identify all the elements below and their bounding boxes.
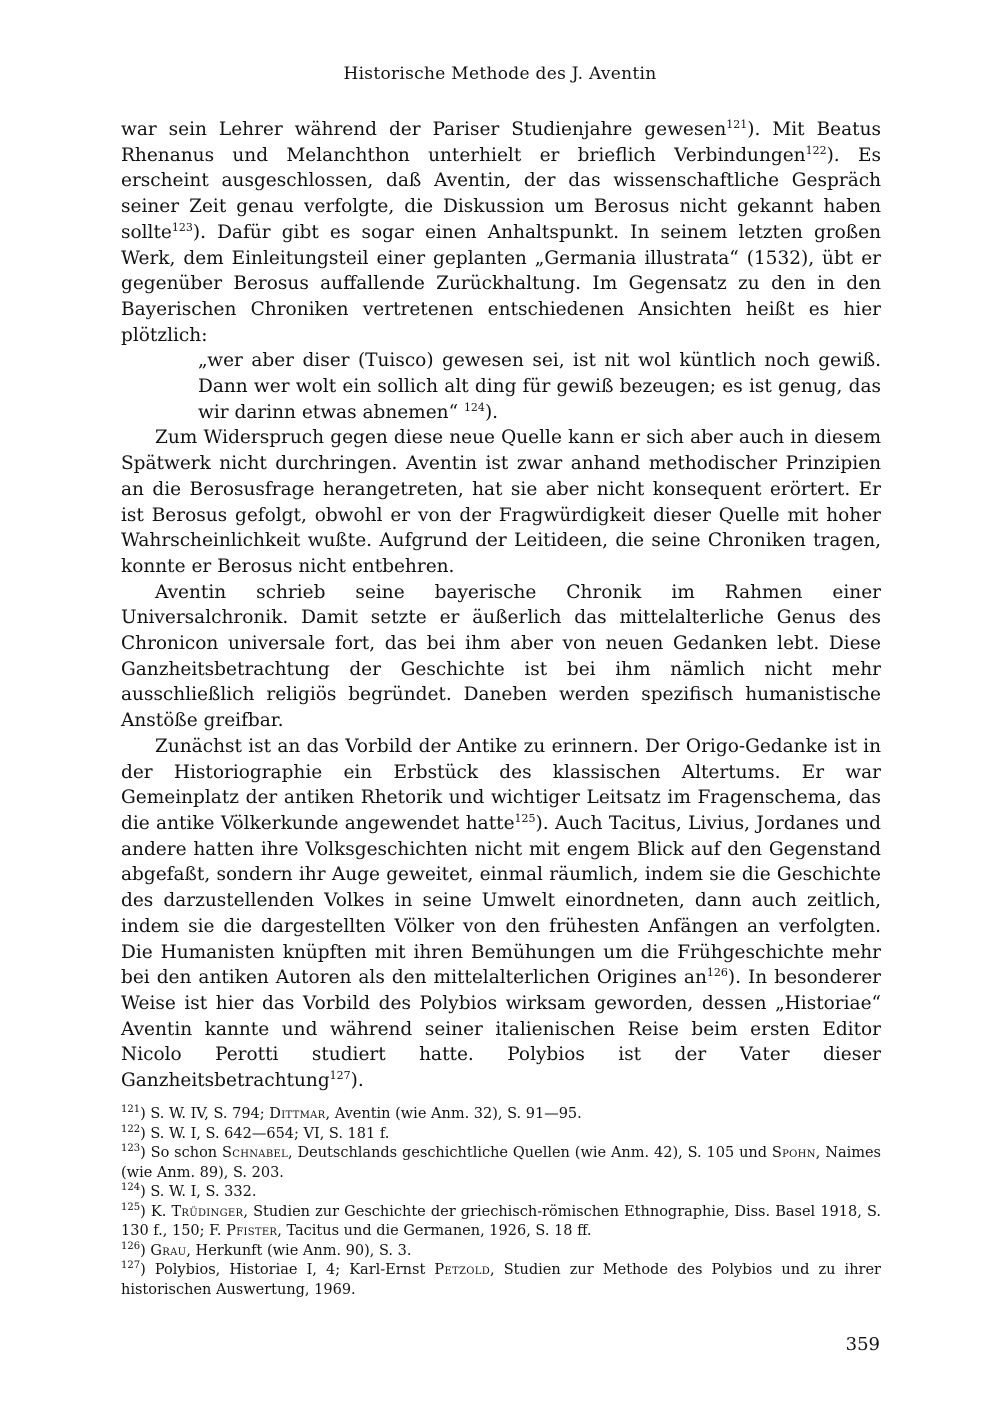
footnote-number: 123	[121, 1143, 141, 1155]
page-number: 359	[845, 1334, 880, 1355]
footnote	[121, 1261, 881, 1300]
footnote-number: 127	[121, 1260, 141, 1272]
paragraph-2: Zum Widerspruch gegen diese neue Quelle kann er sich aber auch in diesem Spätwerk nicht durchringen. Aventin ist zwar anhand methodischer Prinzipien an die Berosusfrage herangetreten, hat sie aber nicht konsequent erörtert. Er ist Berosus gefolgt, obwohl er von der Fragwürdigkeit dieser Quelle mit hoher Wahrscheinlichkeit wußte. Aufgrund der Leitideen, die seine Chroniken tragen, konnte er Berosus nicht entbehren.	[121, 427, 881, 577]
author-name: Spohn	[771, 1145, 816, 1161]
text-run: ). Es erscheint ausgeschlossen, daß Aventin, der das wissenschaftliche Gespräch seiner Zeit genau verfolgte, die Diskussion um Berosus nicht gekannt haben sollte	[121, 144, 881, 243]
footnote-ref-121: 121	[726, 117, 748, 131]
footnote	[121, 1125, 881, 1145]
footnote-number: 124	[121, 1182, 141, 1194]
footnote	[121, 1242, 881, 1262]
author-name: Dittmar	[269, 1106, 326, 1122]
text-run: ). In besonderer Weise ist hier das Vorbild des Polybios wirksam geworden, dessen „Historiae“ Aventin kannte und während seiner italienischen Reise beim ersten Editor Nicolo Perotti studiert hatte. Polybios ist der Vater dieser Ganzheitsbetrachtung	[121, 967, 881, 1092]
footnote-ref-126: 126	[706, 966, 728, 980]
text-run: ). Dafür gibt es sogar einen Anhaltspunkt. In seinem letzten großen Werk, dem Einleitungsteil einer geplanten „Germania illustrata“ (1532), übt er gegenüber Berosus auffallende Zurückhaltung. Im Gegensatz zu den in den Bayerischen Chroniken vertretenen entschiedenen Ansichten heißt es hier plötzlich:	[121, 221, 881, 346]
text-run: ). Auch Tacitus, Livius, Jordanes und andere hatten ihre Volksgeschichten nicht mit engem Blick auf den Gegenstand abgefaßt, sondern ihr Auge geweitet, einmal räumlich, indem sie die Geschichte des darzustellenden Volkes in seine Umwelt einordneten, dann auch zeitlich, indem sie die dargestellten Völker von den frühesten Anfängen an verfolgten. Die Humanisten knüpften mit ihren Bemühungen um die Frühgeschichte mehr bei den antiken Autoren als den mittelalterlichen Origines an	[121, 812, 881, 989]
footnote-ref-127: 127	[329, 1068, 351, 1082]
footnote-text: ) So schon	[140, 1145, 223, 1161]
footnote-text: ) K.	[140, 1203, 172, 1220]
text-run: war sein Lehrer während der Pariser Studienjahre gewesen	[121, 119, 727, 140]
footnote	[121, 1144, 881, 1183]
footnote-number: 121	[121, 1104, 141, 1116]
author-name: Petzold	[434, 1262, 491, 1278]
paragraph-3: Aventin schrieb seine bayerische Chronik im Rahmen einer Universalchronik. Damit setzte er äußerlich das mittelalterliche Genus des Chronicon universale fort, das bei ihm aber von neuen Gedanken lebt. Diese Ganzheitsbetrachtung der Geschichte ist bei ihm nämlich nicht mehr ausschließlich religiös begründet. Daneben werden spezifisch humanistische Anstöße greifbar.	[121, 581, 881, 732]
author-name: Grau	[150, 1242, 187, 1259]
footnote-ref-125: 125	[514, 811, 536, 825]
running-head: Historische Methode des J. Aventin	[343, 64, 657, 84]
text-run: ). Mit Beatus Rhenanus und Melanchthon unterhielt er brieflich Verbindungen	[121, 119, 881, 166]
footnote-text: )	[140, 1242, 151, 1259]
footnote	[121, 1183, 881, 1203]
footnote-ref-123: 123	[171, 220, 193, 234]
text-run: ).	[484, 401, 499, 423]
footnote-text: , Studien zur Geschichte der griechisch-römischen Ethnographie, Diss. Basel 1918, S. 130 f., 150; F.	[121, 1203, 881, 1239]
footnote-text: ) S. W. I, S. 332.	[140, 1184, 257, 1200]
footnote-number: 125	[121, 1201, 141, 1213]
author-name: Pfister	[226, 1223, 278, 1239]
footnote-number: 126	[121, 1240, 141, 1252]
footnote-text: , Aventin (wie Anm. 32), S. 91—95.	[325, 1106, 582, 1122]
main-text	[121, 117, 881, 1094]
text-run: ).	[350, 1070, 364, 1092]
footnote-text: , Naimes (wie Anm. 89), S. 203.	[121, 1145, 881, 1181]
footnote-ref-122: 122	[805, 143, 827, 157]
footnote-number: 122	[121, 1123, 141, 1135]
paragraph-1	[121, 117, 881, 348]
footnote-text: , Tacitus und die Germanen, 1926, S. 18 ff.	[277, 1223, 592, 1239]
paragraph-4	[121, 734, 881, 1094]
footnote	[121, 1105, 881, 1125]
footnote-ref-124: 124	[463, 400, 485, 414]
footnote-text: , Studien zur Methode des Polybios und zu ihrer historischen Auswertung, 1969.	[121, 1262, 881, 1298]
footnote	[121, 1203, 881, 1242]
quote-text: „wer aber diser (Tuisco) gewesen sei, ist nit wol küntlich noch gewiß. Dann wer wolt ein sollich alt ding für gewiß bezeugen; es ist genug, das wir darinn etwas abnemen“	[198, 350, 881, 423]
author-name: Schnabel	[222, 1145, 289, 1161]
footnote-text: ) S. W. IV, S. 794;	[140, 1106, 270, 1122]
footnote-text: , Deutschlands geschichtliche Quellen (wie Anm. 42), S. 105 und	[288, 1145, 772, 1161]
footnote-text: ) S. W. I, S. 642—654; VI, S. 181 f.	[140, 1125, 390, 1142]
block-quote	[198, 348, 881, 425]
author-name: Trüdinger	[171, 1203, 244, 1220]
footnote-text: ) Polybios, Historiae I, 4; Karl-Ernst	[140, 1262, 435, 1278]
footnotes	[121, 1105, 881, 1300]
footnote-text: , Herkunft (wie Anm. 90), S. 3.	[186, 1242, 412, 1259]
text-run: Zunächst ist an das Vorbild der Antike zu erinnern. Der Origo-Gedanke ist in der Historiographie ein Erbstück des klassischen Altertums. Er war Gemeinplatz der antiken Rhetorik und wichtiger Leitsatz im Fragenschema, das die antike Völkerkunde angewendet hatte	[121, 735, 881, 834]
